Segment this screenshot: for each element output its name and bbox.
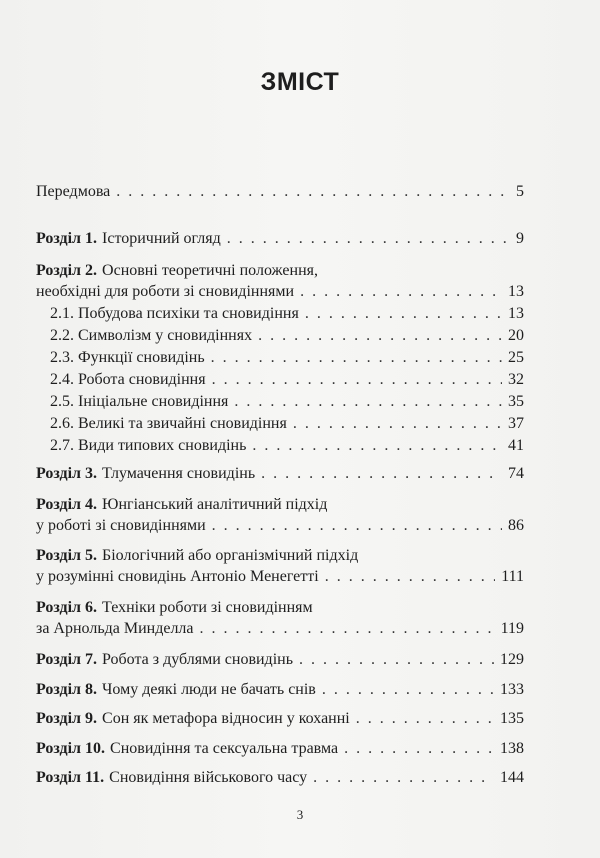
toc-entry-2-2: [50, 326, 524, 346]
page-number: 3: [296, 807, 304, 822]
entry-page: 13: [508, 283, 524, 300]
page-title: ЗМІСТ: [260, 68, 340, 96]
toc-entry-chapter-8: [36, 680, 524, 700]
toc-entry-2-3: [50, 348, 524, 368]
chapter-number: Розділ 6.: [36, 599, 98, 616]
entry-text: Сновидіння військового часу: [109, 769, 308, 786]
entry-text: необхідні для роботи зі сновидіннями: [36, 283, 295, 300]
toc-entry-2-1: [50, 304, 524, 324]
entry-text: Юнгіанський аналітичний підхід: [102, 496, 328, 513]
toc-entry-2-7: [50, 436, 524, 456]
entry-page: 135: [500, 710, 524, 727]
entry-text: Тлумачення сновидінь: [102, 465, 256, 482]
entry-text: Робота з дублями сновидінь: [102, 651, 293, 668]
dot-leader: [212, 516, 502, 536]
toc-entry-2-4: [50, 370, 524, 390]
entry-text: Історичний огляд: [102, 230, 221, 247]
dot-leader: [227, 229, 510, 249]
entry-page: 119: [500, 620, 524, 637]
dot-leader: [261, 464, 502, 484]
entry-text: у роботі зі сновидіннями: [36, 517, 206, 534]
entry-page: 86: [508, 517, 524, 534]
entry-page: 5: [516, 183, 524, 200]
entry-page: 20: [508, 327, 524, 344]
toc-entry-chapter-11: [36, 768, 524, 788]
dot-leader: [325, 567, 495, 587]
toc-entry-chapter-2: [36, 282, 524, 302]
entry-text: за Арнольда Минделла: [36, 620, 194, 637]
entry-text: Біологічний або організмічний підхід: [102, 547, 359, 564]
entry-page: 35: [508, 393, 524, 410]
entry-page: 133: [500, 681, 524, 698]
entry-page: 32: [508, 371, 524, 388]
dot-leader: [293, 414, 502, 434]
chapter-number: Розділ 2.: [36, 262, 98, 279]
dot-leader: [212, 370, 502, 390]
entry-text: 2.2. Символізм у сновидіннях: [50, 327, 253, 344]
toc-entry-preface: [36, 182, 524, 202]
entry-text: 2.4. Робота сновидіння: [50, 371, 206, 388]
dot-leader: [299, 650, 494, 670]
chapter-number: Розділ 5.: [36, 547, 98, 564]
entry-text: у розумінні сновидінь Антоніо Менегетті: [36, 568, 319, 585]
entry-text: Техніки роботи зі сновидінням: [102, 599, 313, 616]
toc-entry-chapter-1: [36, 229, 524, 249]
toc-entry-2-6: [50, 414, 524, 434]
chapter-number: Розділ 11.: [36, 769, 105, 786]
entry-page: 74: [508, 465, 524, 482]
toc-entry-chapter-9: [36, 709, 524, 729]
dot-leader: [116, 182, 510, 202]
entry-text: Чому деякі люди не бачать снів: [102, 681, 316, 698]
chapter-number: Розділ 7.: [36, 651, 98, 668]
entry-text: 2.6. Великі та звичайні сновидіння: [50, 415, 287, 432]
entry-text: 2.3. Функції сновидінь: [50, 349, 205, 366]
entry-page: 144: [500, 769, 524, 786]
toc-entry-chapter-5: [36, 567, 524, 587]
entry-page: 138: [500, 740, 524, 757]
entry-page: 111: [501, 568, 524, 585]
entry-text: 2.1. Побудова психіки та сновидіння: [50, 305, 299, 322]
dot-leader: [211, 348, 502, 368]
chapter-number: Розділ 8.: [36, 681, 98, 698]
dot-leader: [258, 326, 502, 346]
chapter-number: Розділ 3.: [36, 465, 98, 482]
dot-leader: [313, 768, 494, 788]
dot-leader: [322, 680, 494, 700]
entry-page: 13: [508, 305, 524, 322]
entry-page: 25: [508, 349, 524, 366]
toc-entry-chapter-7: [36, 650, 524, 670]
toc-entry-chapter-5-line1: [36, 546, 524, 566]
dot-leader: [305, 304, 502, 324]
entry-page: 129: [500, 651, 524, 668]
entry-text: Сон як метафора відносин у коханні: [102, 710, 350, 727]
chapter-number: Розділ 1.: [36, 230, 98, 247]
toc-entry-chapter-10: [36, 739, 524, 759]
entry-text: Основні теоретичні положення,: [102, 262, 318, 279]
dot-leader: [356, 709, 494, 729]
chapter-number: Розділ 9.: [36, 710, 98, 727]
chapter-number: Розділ 4.: [36, 496, 98, 513]
toc-entry-chapter-6: [36, 619, 524, 639]
toc-entry-chapter-4: [36, 516, 524, 536]
toc-entry-chapter-6-line1: [36, 598, 524, 618]
toc-entry-chapter-3: [36, 464, 524, 484]
dot-leader: [300, 282, 502, 302]
toc-entry-chapter-4-line1: [36, 495, 524, 515]
dot-leader: [234, 392, 502, 412]
chapter-number: Розділ 10.: [36, 740, 106, 757]
dot-leader: [252, 436, 502, 456]
toc-entry-chapter-2-line1: [36, 261, 524, 281]
entry-page: 41: [508, 437, 524, 454]
entry-text: 2.5. Ініціальне сновидіння: [50, 393, 229, 410]
entry-page: 37: [508, 415, 524, 432]
entry-text: 2.7. Види типових сновидінь: [50, 437, 247, 454]
toc-entry-2-5: [50, 392, 524, 412]
entry-page: 9: [516, 230, 524, 247]
dot-leader: [344, 739, 494, 759]
dot-leader: [200, 619, 495, 639]
entry-text: Передмова: [36, 183, 111, 200]
entry-text: Сновидіння та сексуальна травма: [110, 740, 339, 757]
